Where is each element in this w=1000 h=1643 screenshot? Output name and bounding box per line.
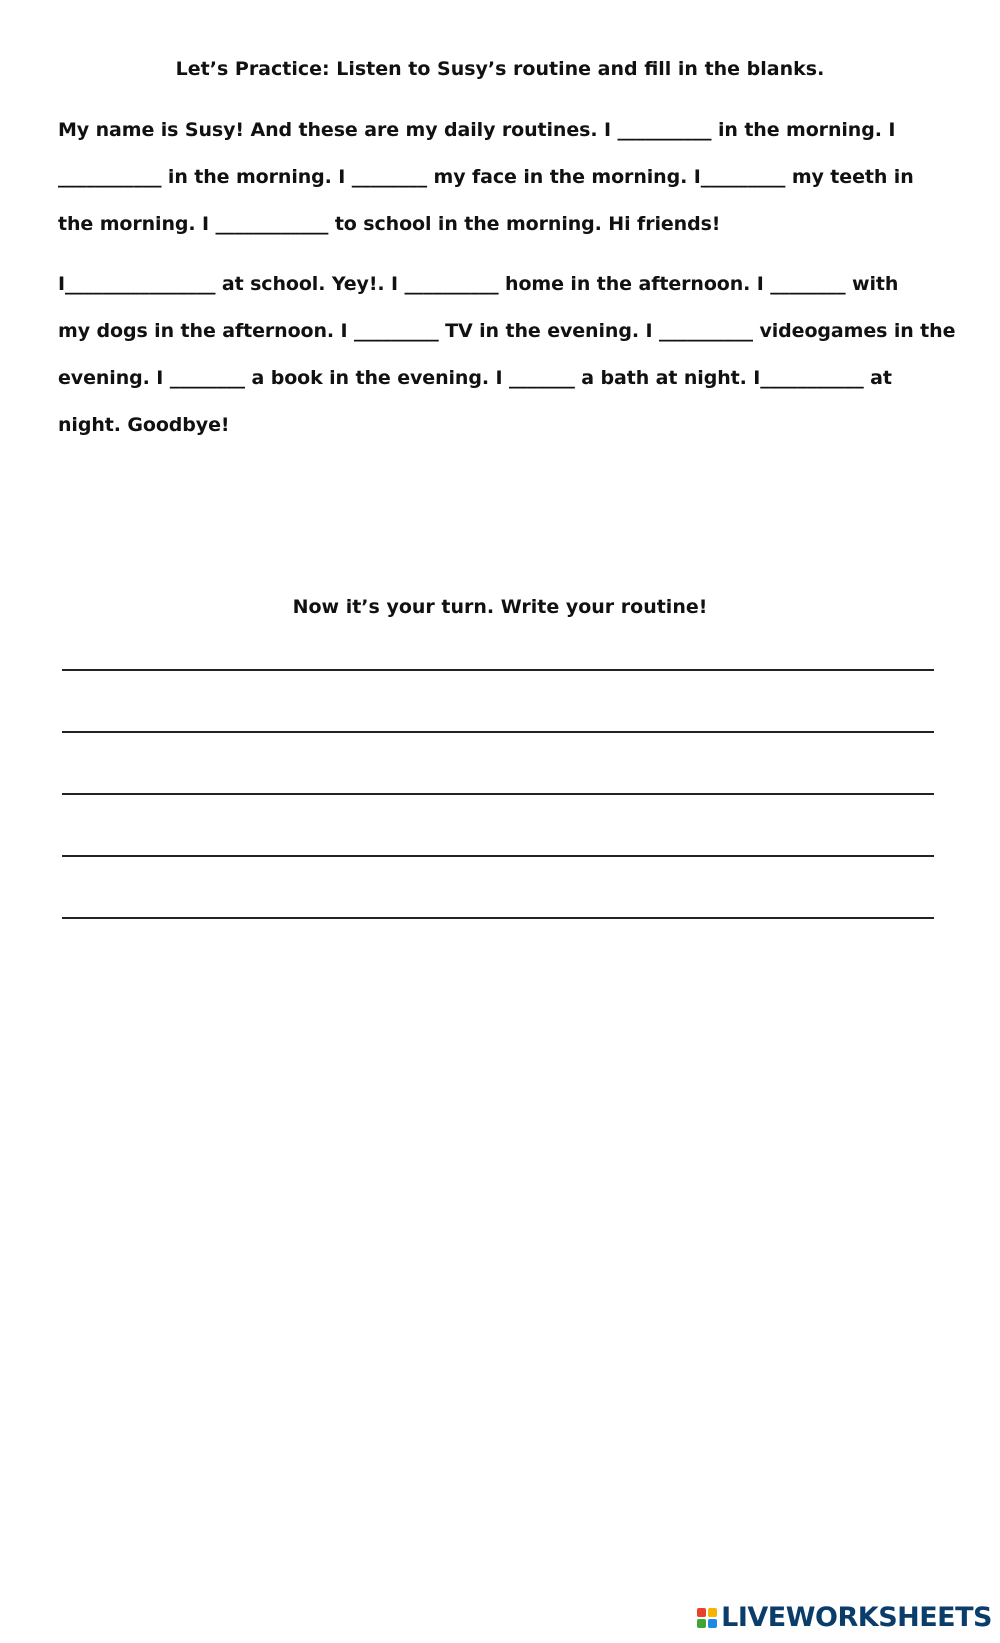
writing-line[interactable] — [62, 669, 934, 671]
paragraph-line: evening. I ________ a book in the evening. I _______ a bath at night. I___________ at — [58, 367, 892, 389]
logo-square — [697, 1608, 706, 1617]
paragraph-line: the morning. I ____________ to school in the morning. Hi friends! — [58, 213, 721, 235]
paragraph-line: ___________ in the morning. I ________ my face in the morning. I_________ my teeth in — [58, 166, 914, 188]
logo-square — [697, 1619, 706, 1628]
logo-square — [708, 1619, 717, 1628]
writing-line[interactable] — [62, 917, 934, 919]
paragraph-line: My name is Susy! And these are my daily routines. I __________ in the morning. I — [58, 119, 896, 141]
liveworksheets-logo-icon — [697, 1608, 717, 1628]
your-turn-title: Now it’s your turn. Write your routine! — [292, 596, 708, 618]
paragraph-line: night. Goodbye! — [58, 414, 230, 436]
paragraph-line: I________________ at school. Yey!. I __________ home in the afternoon. I ________ with — [58, 273, 899, 295]
routine-paragraph-afternoon-evening — [58, 261, 958, 449]
paragraph-line: my dogs in the afternoon. I _________ TV in the evening. I __________ videogames in the — [58, 320, 956, 342]
writing-line[interactable] — [62, 731, 934, 733]
writing-line[interactable] — [62, 793, 934, 795]
logo-square — [708, 1608, 717, 1617]
writing-area — [62, 669, 934, 979]
practice-title: Let’s Practice: Listen to Susy’s routine and fill in the blanks. — [175, 58, 825, 80]
routine-paragraph-morning — [58, 107, 958, 248]
writing-line[interactable] — [62, 855, 934, 857]
liveworksheets-watermark — [697, 1602, 992, 1633]
watermark-text: LIVEWORKSHEETS — [721, 1602, 992, 1633]
